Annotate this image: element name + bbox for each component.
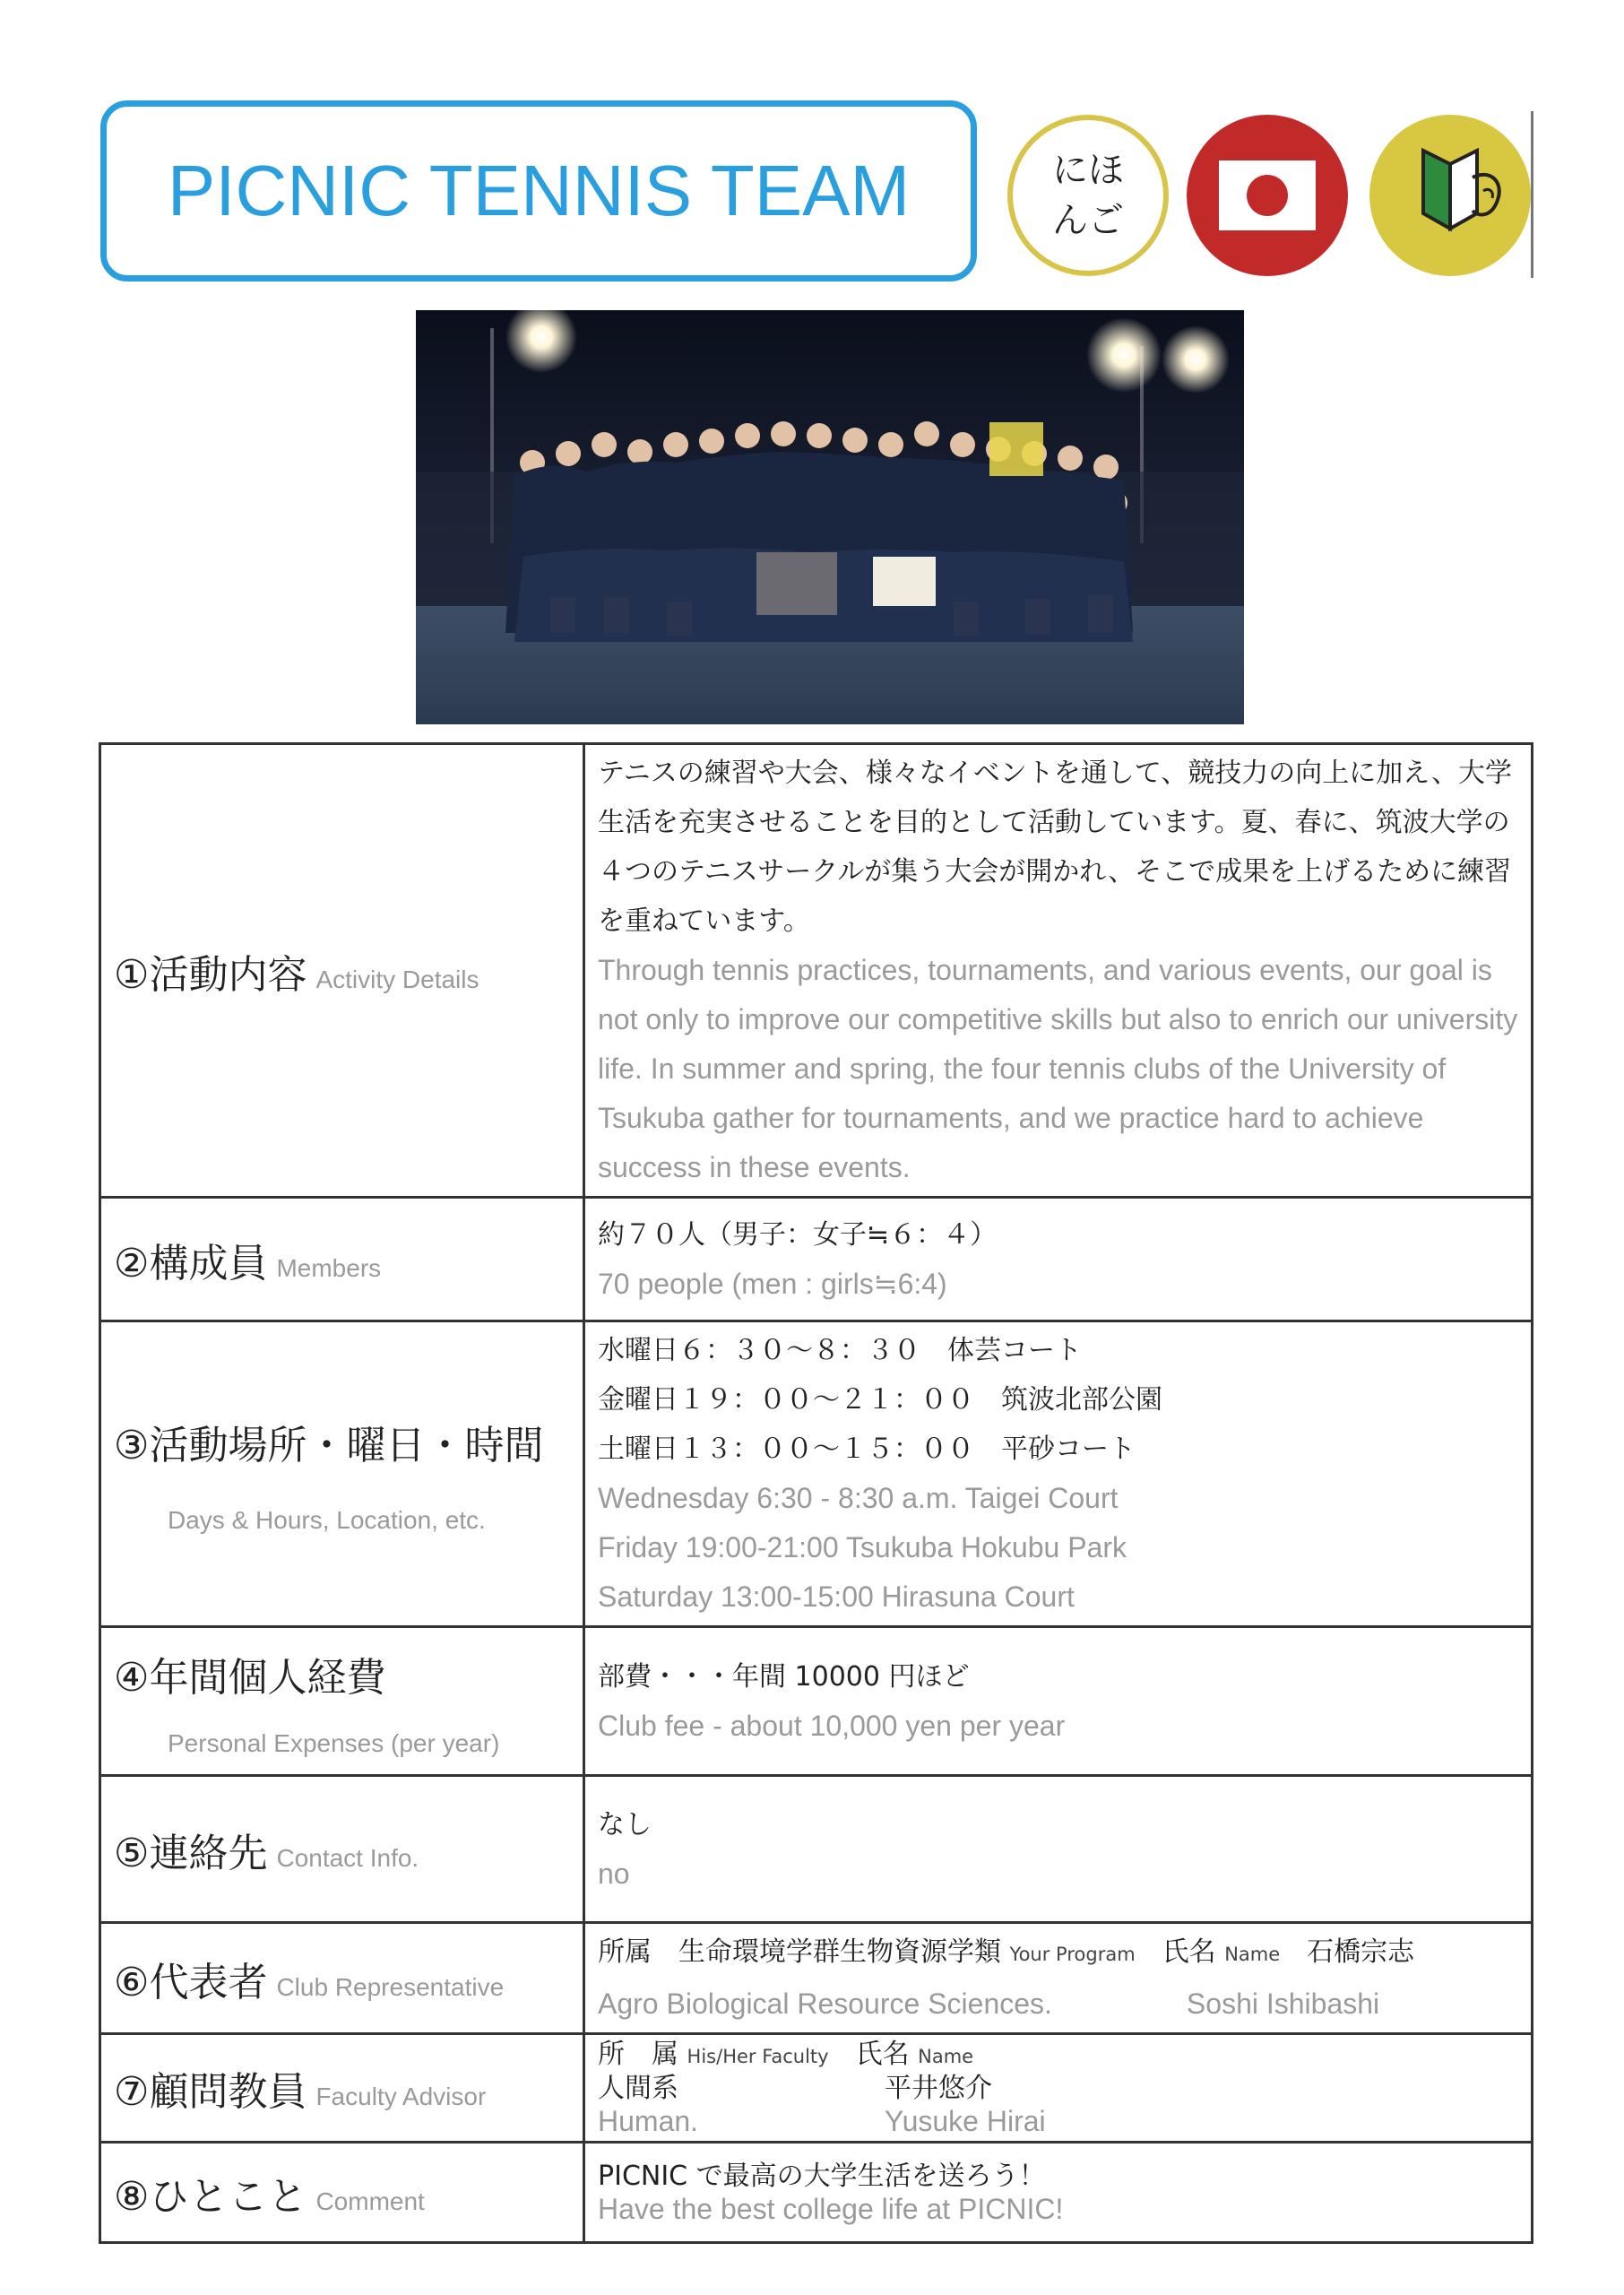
schedule-jp-line: 土曜日１３：００〜１５：００ 平砂コート xyxy=(598,1433,1136,1465)
nihongo-badge-icon xyxy=(1007,115,1169,276)
advisor-jp-line xyxy=(598,2073,1518,2105)
representative-jp-line xyxy=(598,1927,1518,1979)
affiliation-en: Agro Biological Resource Sciences. xyxy=(598,1988,1052,2020)
row-content-comment xyxy=(584,2143,1533,2243)
label-en: Faculty Advisor xyxy=(315,2083,487,2110)
row-content-activity xyxy=(584,744,1533,1198)
schedule-en-line: Wednesday 6:30 - 8:30 a.m. Taigei Court xyxy=(598,1482,1119,1514)
row-label-expenses xyxy=(100,1627,584,1776)
content-jp: 約７０人（男子：女子≒６：４） xyxy=(598,1218,998,1251)
flag-sun xyxy=(1247,175,1288,216)
table-row xyxy=(100,1321,1533,1627)
table-row xyxy=(100,1923,1533,2034)
representative-name-en: Soshi Ishibashi xyxy=(1186,1988,1380,2020)
row-content-representative xyxy=(584,1923,1533,2034)
name-label-en: Name xyxy=(1224,1944,1281,1965)
row-label-members xyxy=(100,1198,584,1321)
group-photo-illustration xyxy=(416,310,1244,724)
advisor-en-line xyxy=(598,2105,1518,2137)
label-jp: ①活動内容 xyxy=(114,951,307,998)
content-jp: PICNIC で最高の大学生活を送ろう！ xyxy=(598,2160,1046,2192)
nihongo-badge-label: にほんご xyxy=(1052,150,1124,241)
advisor-header-line xyxy=(598,2039,1518,2073)
row-content-contact xyxy=(584,1776,1533,1923)
flag-field xyxy=(1219,160,1316,230)
program-label: Your Program xyxy=(1009,1944,1136,1965)
affiliation-label: 所属 xyxy=(598,1936,652,1968)
schedule-jp-line: 金曜日１９：００〜２１：００ 筑波北部公園 xyxy=(598,1384,1162,1416)
title-box xyxy=(100,100,977,281)
affiliation-label: 所 属 xyxy=(598,2039,678,2070)
row-label-activity xyxy=(100,744,584,1198)
japan-flag-icon xyxy=(1187,115,1348,276)
table-row xyxy=(100,1627,1533,1776)
label-jp: ④年間個人経費 xyxy=(114,1654,386,1701)
label-jp: ②構成員 xyxy=(114,1240,268,1286)
label-jp: ⑦顧問教員 xyxy=(114,2069,307,2115)
label-en: Comment xyxy=(315,2187,425,2215)
faculty-label: His/Her Faculty xyxy=(687,2046,829,2067)
content-en: Through tennis practices, tournaments, and various events, our goal is not only to improve our competitive skills but also to enrich our university life. In summer and spring, the four tennis clubs of the University of Tsukuba gather for tournaments, and we practice hard to achieve success in these events. xyxy=(598,954,1518,1183)
content-en: 70 people (men : girls≒6:4) xyxy=(598,1267,947,1300)
table-row xyxy=(100,2143,1533,2243)
advisor-affiliation-en: Human. xyxy=(598,2105,699,2137)
schedule-en-line: Saturday 13:00-15:00 Hirasuna Court xyxy=(598,1581,1075,1613)
label-en: Personal Expenses (per year) xyxy=(168,1728,500,1757)
content-en: no xyxy=(598,1857,630,1890)
name-label-en: Name xyxy=(918,2046,974,2067)
name-label-jp: 氏名 xyxy=(855,2039,910,2070)
affiliation-jp: 生命環境学群生物資源学類 xyxy=(678,1936,1001,1968)
page-title: PICNIC TENNIS TEAM xyxy=(167,151,911,230)
label-en: Activity Details xyxy=(315,965,479,993)
schedule-en-line: Friday 19:00-21:00 Tsukuba Hokubu Park xyxy=(598,1531,1127,1563)
content-en: Have the best college life at PICNIC! xyxy=(598,2192,1064,2225)
label-jp: ⑥代表者 xyxy=(114,1959,268,2005)
name-label-jp: 氏名 xyxy=(1162,1936,1216,1968)
row-label-advisor xyxy=(100,2034,584,2143)
beginner-mark-graphic xyxy=(1383,128,1517,263)
schedule-jp-line: 水曜日６：３０〜８：３０ 体芸コート xyxy=(598,1335,1082,1366)
label-en: Club Representative xyxy=(276,1972,505,2001)
row-content-advisor xyxy=(584,2034,1533,2143)
table-row xyxy=(100,2034,1533,2143)
label-jp: ③活動場所・曜日・時間 xyxy=(114,1423,544,1468)
row-label-comment xyxy=(100,2143,584,2243)
label-en: Days & Hours, Location, etc. xyxy=(168,1506,486,1534)
table-row xyxy=(100,1776,1533,1923)
content-jp: 部費・・・年間 10000 円ほど xyxy=(598,1660,970,1693)
row-label-contact xyxy=(100,1776,584,1923)
label-jp: ⑧ひとこと xyxy=(114,2173,307,2220)
row-label-schedule xyxy=(100,1321,584,1627)
advisor-name-jp: 平井悠介 xyxy=(885,2073,992,2104)
advisor-name-en: Yusuke Hirai xyxy=(885,2105,1046,2137)
group-photo xyxy=(416,310,1244,724)
row-label-representative xyxy=(100,1923,584,2034)
label-jp: ⑤連絡先 xyxy=(114,1830,268,1876)
header-divider xyxy=(1531,111,1533,278)
beginner-mark-icon xyxy=(1369,115,1531,276)
content-jp: なし xyxy=(598,1808,652,1840)
representative-en-line xyxy=(598,1979,1518,2029)
content-jp: テニスの練習や大会、様々なイベントを通して、競技力の向上に加え、大学生活を充実させることを目的として活動しています。夏、春に、筑波大学の４つのテニスサークルが集う大会が開かれ、そこで成果を上げるために練習を重ねています。 xyxy=(598,758,1512,937)
representative-name-jp: 石橋宗志 xyxy=(1307,1936,1415,1968)
club-info-table xyxy=(99,742,1533,2244)
table-row xyxy=(100,744,1533,1198)
label-en: Members xyxy=(276,1253,382,1282)
table-row xyxy=(100,1198,1533,1321)
row-content-members xyxy=(584,1198,1533,1321)
label-en: Contact Info. xyxy=(276,1843,419,1872)
content-en: Club fee - about 10,000 yen per year xyxy=(598,1709,1066,1742)
row-content-expenses xyxy=(584,1627,1533,1776)
advisor-affiliation-jp: 人間系 xyxy=(598,2073,678,2104)
row-content-schedule xyxy=(584,1321,1533,1627)
